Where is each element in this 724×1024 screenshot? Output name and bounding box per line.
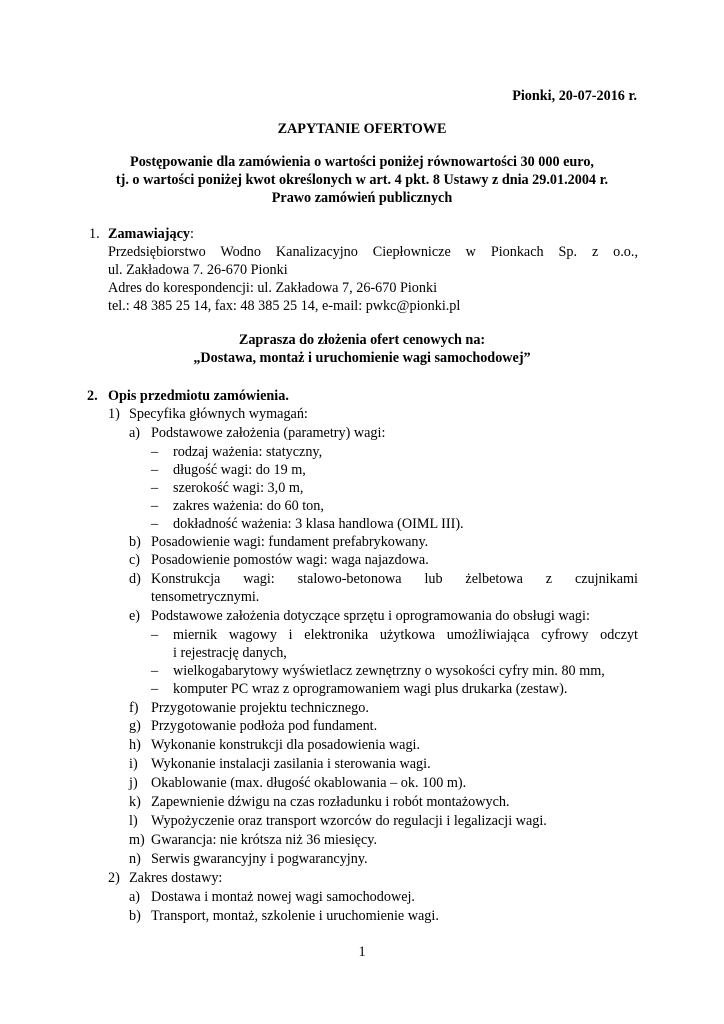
e-marker: e) [129, 608, 141, 624]
c-label: Posadowienie pomostów wagi: waga najazdowa. [151, 552, 429, 568]
param-item: rodzaj ważenia: statyczny, [173, 444, 323, 460]
param-dash: – [151, 480, 159, 496]
list-marker: n) [129, 851, 141, 867]
list-marker: k) [129, 794, 141, 810]
list-item: Przygotowanie podłoża pod fundament. [151, 718, 378, 734]
d-line-2: tensometrycznymi. [151, 589, 260, 605]
equip-item-1-line-2: i rejestrację danych, [173, 645, 287, 661]
list-item: Wykonanie konstrukcji dla posadowienia wagi. [151, 737, 421, 753]
section1-heading [108, 226, 194, 243]
sub1-marker: 1) [108, 406, 120, 422]
e-label: Podstawowe założenia dotyczące sprzętu i oprogramowania do obsługi wagi: [151, 608, 590, 624]
list-item: Wykonanie instalacji zasilania i sterowania wagi. [151, 756, 431, 772]
list-item: Serwis gwarancyjny i pogwarancyjny. [151, 851, 368, 867]
equip-dash: – [151, 627, 159, 643]
param-dash: – [151, 516, 159, 532]
equip-dash: – [151, 681, 159, 697]
param-item: dokładność ważenia: 3 klasa handlowa (OIML III). [173, 516, 464, 532]
invitation-line-2: „Dostawa, montaż i uruchomienie wagi samochodowej” [193, 350, 531, 366]
list-marker: f) [129, 700, 139, 716]
subtitle-line-3: Prawo zamówień publicznych [271, 190, 453, 206]
contractor-address: ul. Zakładowa 7. 26-670 Pionki [108, 262, 288, 278]
list-item: Gwarancja: nie krótsza niż 36 miesięcy. [151, 832, 377, 848]
sub2-label: Zakres dostawy: [129, 870, 223, 886]
sub2-marker: 2) [108, 870, 120, 886]
list-marker: j) [129, 775, 138, 791]
contractor-name: Przedsiębiorstwo Wodno Kanalizacyjno Ciepłownicze w Pionkach Sp. z o.o., [108, 244, 638, 260]
c-marker: c) [129, 552, 141, 568]
b-label: Posadowienie wagi: fundament prefabrykowany. [151, 534, 429, 550]
invitation-line-1: Zaprasza do złożenia ofert cenowych na: [238, 332, 486, 348]
list-item: Wypożyczenie oraz transport wzorców do regulacji i legalizacji wagi. [151, 813, 547, 829]
delivery-item: Dostawa i montaż nowej wagi samochodowej. [151, 889, 415, 905]
b-marker: b) [129, 534, 141, 550]
param-dash: – [151, 444, 159, 460]
d-line-1: Konstrukcja wagi: stalowo-betonowa lub żelbetowa z czujnikami [151, 571, 638, 587]
equip-item-2: wielkogabarytowy wyświetlacz zewnętrzny o wysokości cyfry min. 80 mm, [173, 663, 605, 679]
param-item: szerokość wagi: 3,0 m, [173, 480, 304, 496]
correspondence-address: Adres do korespondencji: ul. Zakładowa 7, 26-670 Pionki [108, 280, 438, 296]
page-number: 1 [358, 944, 366, 960]
list-marker: h) [129, 737, 141, 753]
sub1-label: Specyfika głównych wymagań: [129, 406, 308, 422]
delivery-item: Transport, montaż, szkolenie i uruchomienie wagi. [151, 908, 439, 924]
list-marker: m) [129, 832, 145, 848]
place-date: Pionki, 20-07-2016 r. [512, 88, 637, 104]
subtitle-line-2: tj. o wartości poniżej kwot określonych w art. 4 pkt. 8 Ustawy z dnia 29.01.2004 r. [115, 172, 609, 188]
section1-heading-text: Zamawiający [108, 226, 190, 242]
list-item: Przygotowanie projektu technicznego. [151, 700, 369, 716]
contact-line: tel.: 48 385 25 14, fax: 48 385 25 14, e-mail: pwkc@pionki.pl [108, 298, 461, 314]
section2-number: 2. [87, 388, 98, 404]
section1-number: 1. [89, 226, 100, 242]
list-marker: i) [129, 756, 138, 772]
equip-item-1-line-1: miernik wagowy i elektronika użytkowa umożliwiająca cyfrowy odczyt [173, 627, 638, 643]
a-label: Podstawowe założenia (parametry) wagi: [151, 425, 386, 441]
param-item: długość wagi: do 19 m, [173, 462, 306, 478]
equip-item-3: komputer PC wraz z oprogramowaniem wagi plus drukarka (zestaw). [173, 681, 568, 697]
document-title: ZAPYTANIE OFERTOWE [277, 121, 447, 137]
param-dash: – [151, 498, 159, 514]
a-marker: a) [129, 425, 141, 441]
equip-dash: – [151, 663, 159, 679]
delivery-marker: b) [129, 908, 141, 924]
list-item: Zapewnienie dźwigu na czas rozładunku i robót montażowych. [151, 794, 510, 810]
subtitle-line-1: Postępowanie dla zamówienia o wartości poniżej równowartości 30 000 euro, [130, 154, 594, 170]
list-marker: l) [129, 813, 138, 829]
section1-heading-colon: : [189, 226, 194, 242]
list-item: Okablowanie (max. długość okablowania – ok. 100 m). [151, 775, 467, 791]
param-dash: – [151, 462, 159, 478]
section2-heading: Opis przedmiotu zamówienia. [108, 388, 289, 404]
list-marker: g) [129, 718, 141, 734]
delivery-marker: a) [129, 889, 141, 905]
param-item: zakres ważenia: do 60 ton, [173, 498, 324, 514]
d-marker: d) [129, 571, 141, 587]
